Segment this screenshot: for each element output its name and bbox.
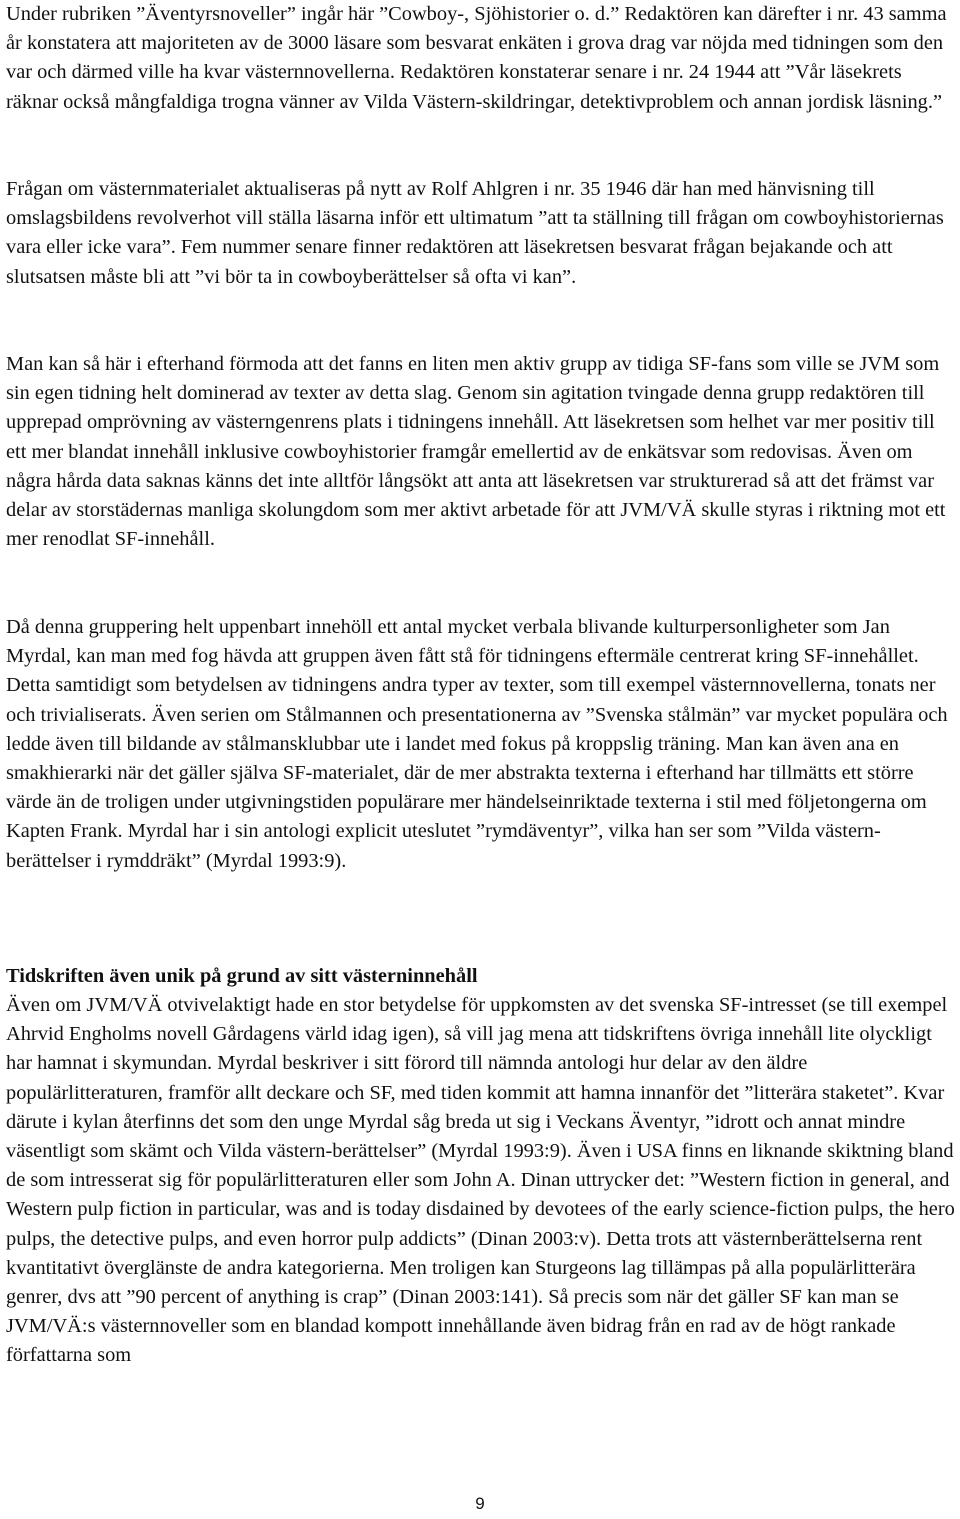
paragraph-3: Man kan så här i efterhand förmoda att det fanns en liten men aktiv grupp av tidiga SF-fans som ville se JVM som sin egen tidning helt dominerad av texter av detta slag. Genom sin agitation tvingade denna grupp redaktören till upprepad omprövning av västerngenrens plats i tidningens innehåll. Att läsekretsen som helhet var mer positiv till ett mer blandat innehåll inklusive cowboyhistorier framgår emellertid av de enkätsvar som redovisas. Även om några hårda data saknas känns det inte alltför långsökt att anta att läsekretsen var strukturerad så att det främst var delar av storstädernas manliga skolungdom som mer aktivt arbetade för att JVM/VÄ skulle styras i riktning mot ett mer renodlat SF-innehåll. [6, 353, 946, 551]
section-heading: Tidskriften även unik på grund av sitt västerninnehåll [6, 965, 478, 987]
paragraph-2: Frågan om västernmaterialet aktualiseras på nytt av Rolf Ahlgren i nr. 35 1946 där han med hänvisning till omslagsbildens revolverhot vill ställa läsarna inför ett ultimatum ”att ta ställning till frågan om cowboyhistoriernas vara eller icke vara”. Fem nummer senare finner redaktören att läsekretsen besvarat frågan bejakande och att slutsatsen måste bli att ”vi bör ta in cowboyberättelser så ofta vi kan”. [6, 178, 944, 288]
paragraph-4: Då denna gruppering helt uppenbart innehöll ett antal mycket verbala blivande kulturpersonligheter som Jan Myrdal, kan man med fog hävda att gruppen även fått stå för tidningens eftermäle centrerat kring SF-innehållet. Detta samtidigt som betydelsen av tidningens andra typer av texter, som till exempel västernnovellerna, tonats ner och trivialiserats. Även serien om Stålmannen och presentationerna av ”Svenska stålmän” var mycket populära och ledde även till bildande av stålmansklubbar ute i landet med fokus på kroppslig träning. Man kan även ana en smakhierarki när det gäller själva SF-materialet, där de mer abstrakta texterna i efterhand har tillmätts ett större värde än de troligen under utgivningstiden populärare mer händelseinriktade texterna i stil med följetongerna om Kapten Frank. Myrdal har i sin antologi explicit uteslutet ”rymdäventyr”, vilka han ser som ”Vilda västern-berättelser i rymddräkt” (Myrdal 1993:9). [6, 616, 948, 872]
page-number: 9 [475, 1494, 485, 1513]
paragraph-1: Under rubriken ”Äventyrsnoveller” ingår här ”Cowboy-, Sjöhistorier o. d.” Redaktören kan därefter i nr. 43 samma år konstatera att majoriteten av de 3000 läsare som besvarat enkäten i grova drag var nöjda med tidningen som den var och därmed ville ha kvar västernnovellerna. Redaktören konstaterar senare i nr. 24 1944 att ”Vår läsekrets räknar också mångfaldiga trogna vänner av Vilda Västern-skildringar, detektivproblem och annan jordisk läsning.” [6, 3, 947, 113]
paragraph-5: Även om JVM/VÄ otvivelaktigt hade en stor betydelse för uppkomsten av det svenska SF-intresset (se till exempel Ahrvid Engholms novell Gårdagens värld idag igen), så vill jag mena att tidskriftens övriga innehåll lite olyckligt har hamnat i skymundan. Myrdal beskriver i sitt förord till nämnda antologi hur delar av den äldre populärlitteraturen, framför allt deckare och SF, med tiden kommit att hamna innanför det ”litterära staketet”. Kvar därute i kylan återfinns det som den unge Myrdal såg breda ut sig i Veckans Äventyr, ”idrott och annat mindre väsentligt som skämt och Vilda västern-berättelser” (Myrdal 1993:9). Även i USA finns en liknande skiktning bland de som intresserat sig för populärlitteraturen eller som John A. Dinan uttrycker det: ”Western fiction in general, and Western pulp fiction in particular, was and is today disdained by devotees of the early science-fiction pulps, the hero pulps, the detective pulps, and even horror pulp addicts” (Dinan 2003:v). Detta trots att västernberättelserna rent kvantitativt överglänste de andra kategorierna. Men troligen kan Sturgeons lag tillämpas på alla populärlitterära genrer, dvs att ”90 percent of anything is crap” (Dinan 2003:141). Så precis som när det gäller SF kan man se JVM/VÄ:s västernnoveller som en blandad kompott innehållande även bidrag från en rad av de högt rankade författarna som [6, 994, 955, 1367]
